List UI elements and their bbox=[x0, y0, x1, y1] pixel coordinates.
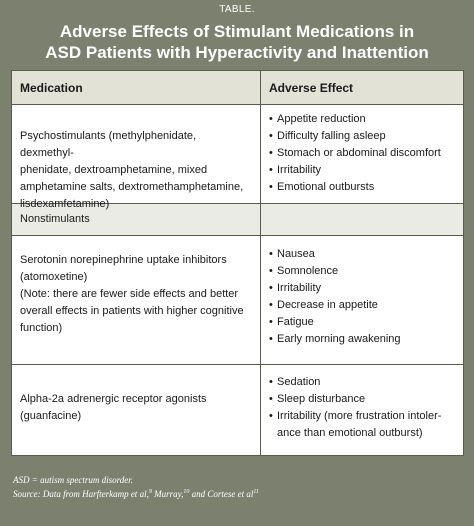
table-title bbox=[0, 21, 474, 63]
list-item: • Nausea bbox=[269, 246, 455, 263]
list-item: • Irritability bbox=[269, 162, 455, 179]
effects-list bbox=[269, 246, 455, 348]
source-text: Murray, bbox=[151, 489, 184, 499]
table-header-row bbox=[12, 71, 463, 105]
list-item: • Stomach or abdominal discomfort bbox=[269, 145, 455, 162]
abbreviation-note: ASD = autism spectrum disorder. bbox=[13, 475, 133, 485]
list-item: • Irritability bbox=[269, 280, 455, 297]
medication-cell bbox=[12, 365, 261, 455]
source-text: Source: Data from Harfterkamp et al, bbox=[13, 489, 149, 499]
table-row-section bbox=[12, 204, 463, 236]
list-item: • Sleep disturbance bbox=[269, 391, 455, 408]
title-line-2: ASD Patients with Hyperactivity and Inattention bbox=[45, 43, 429, 62]
medication-line: Alpha-2a adrenergic receptor agonists bbox=[20, 393, 207, 405]
title-line-1: Adverse Effects of Stimulant Medications in bbox=[59, 22, 415, 41]
medication-line: Serotonin norepinephrine uptake inhibitors bbox=[20, 254, 227, 266]
header-adverse-effect: Adverse Effect bbox=[269, 80, 354, 95]
table-label: TABLE. bbox=[219, 4, 255, 15]
adverse-effect-cell bbox=[261, 365, 463, 455]
medication-line: overall effects in patients with higher cognitive bbox=[20, 305, 244, 317]
adverse-effect-cell bbox=[261, 105, 463, 203]
list-item: • Early morning awakening bbox=[269, 331, 455, 348]
medication-line: (Note: there are fewer side effects and better bbox=[20, 288, 239, 300]
table-row bbox=[12, 105, 463, 210]
adverse-effects-table bbox=[11, 70, 464, 456]
medication-line: function) bbox=[20, 322, 63, 334]
list-item: • Sedation bbox=[269, 374, 455, 391]
list-item: • Somnolence bbox=[269, 263, 455, 280]
list-item-continuation: ance than emotional outburst) bbox=[277, 427, 423, 439]
adverse-effect-cell bbox=[261, 236, 463, 364]
source-text: and Cortese et al bbox=[189, 489, 254, 499]
medication-line: phenidate, dextroamphetamine, mixed bbox=[20, 164, 208, 176]
list-item: • Appetite reduction bbox=[269, 111, 455, 128]
medication-line: lisdexamfetamine) bbox=[20, 198, 110, 210]
table-row bbox=[12, 236, 463, 365]
empty-cell bbox=[261, 204, 463, 235]
footnote bbox=[13, 474, 463, 500]
medication-line: (guanfacine) bbox=[20, 410, 82, 422]
header-medication: Medication bbox=[12, 71, 261, 104]
table-row bbox=[12, 365, 463, 455]
medication-line: (atomoxetine) bbox=[20, 271, 88, 283]
list-item: • Fatigue bbox=[269, 314, 455, 331]
effects-list bbox=[269, 111, 455, 196]
medication-cell bbox=[12, 236, 261, 364]
medication-line: amphetamine salts, dextromethamphetamine, bbox=[20, 181, 244, 193]
list-item: • Irritability (more frustration intoler- bbox=[269, 408, 455, 425]
effects-list bbox=[269, 374, 455, 425]
list-item: • Emotional outbursts bbox=[269, 179, 455, 196]
list-item: • Decrease in appetite bbox=[269, 297, 455, 314]
section-label: Nonstimulants bbox=[20, 213, 90, 225]
medication-line: Psychostimulants (methylphenidate, dexmethyl- bbox=[20, 130, 197, 159]
list-item: • Difficulty falling asleep bbox=[269, 128, 455, 145]
medication-cell bbox=[12, 105, 261, 210]
section-cell bbox=[12, 204, 261, 235]
reference-number: 11 bbox=[253, 489, 259, 495]
reference-number: 10 bbox=[183, 489, 190, 495]
source-note bbox=[13, 486, 463, 500]
reference-number: 9 bbox=[148, 489, 152, 495]
